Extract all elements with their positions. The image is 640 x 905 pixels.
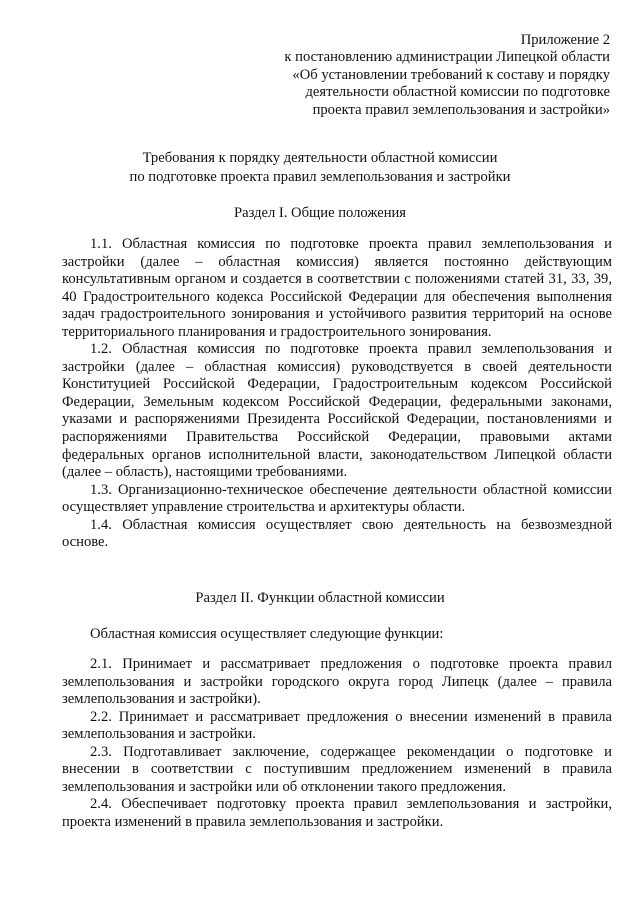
paragraph-2-1: 2.1. Принимает и рассматривает предложения о подготовке проекта правил землепользования и застройки городского округа город Липецк (далее – правила землепользования и застройки). [62, 656, 612, 708]
section-2-body [62, 656, 612, 831]
paragraph-1-4: 1.4. Областная комиссия осуществляет свою деятельность на безвозмездной основе. [62, 516, 612, 551]
document-title-line: по подготовке проекта правил землепользования и застройки [129, 168, 511, 185]
appendix-line: деятельности областной комиссии по подготовке [305, 84, 610, 101]
section-2-intro: Областная комиссия осуществляет следующие функции: [90, 626, 444, 642]
document-title [0, 149, 640, 186]
section-2-heading: Раздел II. Функции областной комиссии [195, 590, 445, 606]
document-title-line: Требования к порядку деятельности областной комиссии [142, 150, 498, 166]
paragraph-1-3: 1.3. Организационно-техническое обеспечение деятельности областной комиссии осуществляет управление строительства и архитектуры области. [62, 481, 612, 516]
paragraph-2-2: 2.2. Принимает и рассматривает предложения о внесении изменений в правила землепользования и застройки. [62, 708, 612, 743]
appendix-header [190, 32, 610, 119]
section-1-heading: Раздел I. Общие положения [233, 205, 407, 221]
paragraph-1-2: 1.2. Областная комиссия по подготовке проекта правил землепользования и застройки (далее – областная комиссия) руководствуется в своей деятельности Конституцией Российской Федерации, Градостроительным кодексом Российской Федерации, Земельным кодексом Российской Федерации, федеральными законами, указами и распоряжениями Президента Российской Федерации, постановлениями и распоряжениями Правительства Российской Федерации, правовыми актами федеральных органов исполнительной власти, законодательством Липецкой области (далее – область), настоящими требованиями. [62, 341, 612, 481]
paragraph-1-1: 1.1. Областная комиссия по подготовке проекта правил землепользования и застройки (далее – областная комиссия) является постоянно действующим консультативным органом и создается в соответствии с положениями статей 31, 33, 39, 40 Градостроительного кодекса Российской Федерации для обеспечения выполнения задач градостроительного зонирования и устойчивого развития территорий на основе территориального планирования и градостроительного зонирования. [62, 236, 612, 340]
paragraph-2-4: 2.4. Обеспечивает подготовку проекта правил землепользования и застройки, проекта изменений в правила землепользования и застройки. [62, 796, 612, 830]
appendix-line: «Об установлении требований к составу и порядку [292, 66, 610, 83]
appendix-line: к постановлению администрации Липецкой области [284, 49, 610, 66]
appendix-line: проекта правил землепользования и застройки» [312, 101, 610, 118]
section-1-body [62, 236, 612, 552]
appendix-line: Приложение 2 [520, 32, 610, 48]
paragraph-2-3: 2.3. Подготавливает заключение, содержащее рекомендации о подготовке и внесении в соответствии с поступившим предложением изменений в правила землепользования и застройки или об отклонении такого предложения. [62, 743, 612, 795]
